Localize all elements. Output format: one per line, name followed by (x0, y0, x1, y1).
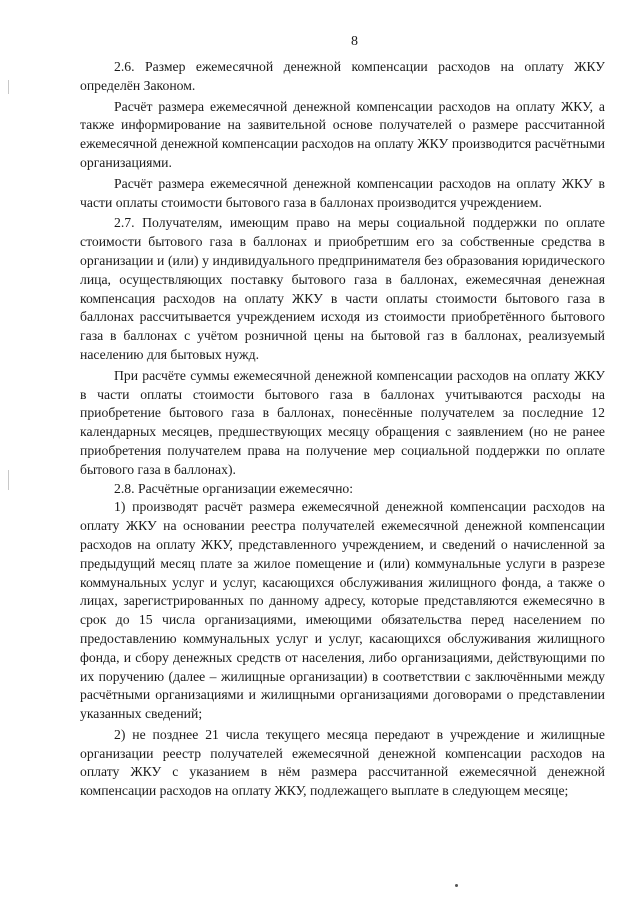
paragraph-2-7: 2.7. Получателям, имеющим право на меры социальной поддержки по оплате стоимости бытового газа в баллонах и приобретшим его за собственные средства в организации и (или) у индивидуального предпринимателя без образования юридического лица, осуществляющих поставку бытового газа в баллонах, ежемесячная денежная компенсация расходов на оплату ЖКУ в части оплаты стоимости бытового газа в баллонах рассчитывается учреждением исходя из стоимости приобретённого бытового газа в баллонах с учётом розничной цены на бытовой газ в баллонах, реализуемый населению для бытовых нужд. (80, 215, 605, 362)
paragraph-2-8: 2.8. Расчётные организации ежемесячно: (114, 480, 354, 496)
list-item-2: 2) не позднее 21 числа текущего месяца передают в учреждение и жилищные организации реестр получателей ежемесячной денежной компенсации расходов на оплату ЖКУ с указанием в нём размера рассчитанной ежемесячной денежной компенсации расходов на оплату ЖКУ, подлежащего выплате в следующем месяце; (80, 726, 605, 799)
document-body (80, 58, 605, 801)
scan-edge-mark (8, 470, 9, 490)
list-item-1: 1) производят расчёт размера ежемесячной денежной компенсации расходов на оплату ЖКУ на основании реестра получателей ежемесячной денежной компенсации расходов на оплату ЖКУ, представленного учреждением, и сведений о начисленной за предыдущий месяц плате за жилое помещение и (или) коммунальные услуги в разрезе коммунальных услуг и услуг, касающихся обслуживания жилищного фонда, а также о лицах, зарегистрированных по данному адресу, которые представляются ежемесячно в срок до 15 числа организациями, имеющими обязательства перед населением по предоставлению коммунальных услуг и услуг, касающихся обслуживания жилищного фонда, и сбору денежных средств от населения, либо организациями, действующими по их поручению (далее – жилищные организации) в соответствии с заключёнными между расчётными организациями и жилищными организациями договорами о представлении указанных сведений; (80, 499, 605, 722)
paragraph-2-6: 2.6. Размер ежемесячной денежной компенсации расходов на оплату ЖКУ определён Законом. (80, 59, 605, 93)
scan-edge-mark (8, 80, 9, 94)
paragraph-gas-expenses: При расчёте суммы ежемесячной денежной компенсации расходов на оплату ЖКУ в части оплаты стоимости бытового газа в баллонах учитываются расходы на приобретение бытового газа в баллонах, понесённые получателем за последние 12 календарных месяцев, предшествующих месяцу обращения с заявлением (но не ранее приобретения получателем права на получение мер социальной поддержки по оплате бытового газа в баллонах). (80, 367, 605, 477)
scan-dot (455, 884, 458, 887)
paragraph-calculation-info: Расчёт размера ежемесячной денежной компенсации расходов на оплату ЖКУ, а также информирование на заявительной основе получателей о размере рассчитанной ежемесячной денежной компенсации расходов на оплату ЖКУ производится расчётными организациями. (80, 98, 605, 170)
paragraph-gas-calculation: Расчёт размера ежемесячной денежной компенсации расходов на оплату ЖКУ в части оплаты стоимости бытового газа в баллонах производится учреждением. (80, 175, 605, 210)
page-number: 8 (351, 34, 358, 49)
